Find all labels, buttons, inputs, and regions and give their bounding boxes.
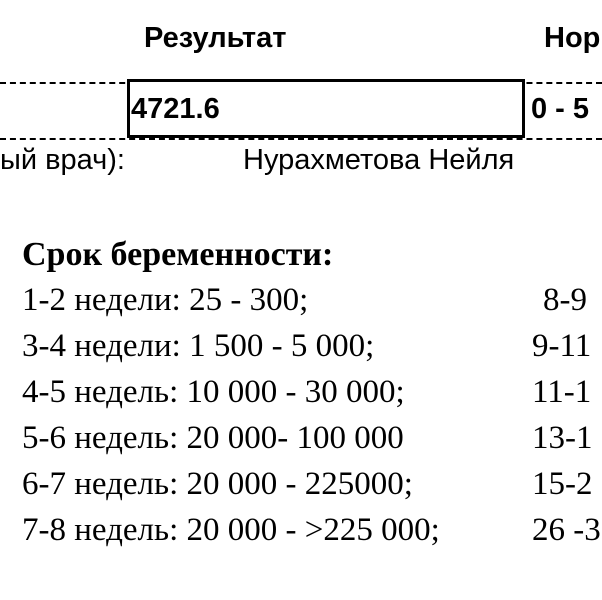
- doctor-label: ый врач):: [0, 144, 125, 176]
- pregnancy-row-1-right: 8-9: [543, 282, 587, 318]
- result-value: 4721.6: [131, 93, 220, 125]
- pregnancy-row-4-left: 5-6 недель: 20 000- 100 000: [22, 420, 404, 456]
- norm-range-value: 0 - 5: [531, 93, 590, 125]
- pregnancy-row-2-left: 3-4 недели: 1 500 - 5 000;: [22, 328, 375, 364]
- dashed-separator-bottom: [0, 138, 602, 140]
- pregnancy-row-1-left: 1-2 недели: 25 - 300;: [22, 282, 309, 318]
- pregnancy-row-5-right: 15-2: [532, 466, 593, 502]
- pregnancy-row-6-left: 7-8 недель: 20 000 - >225 000;: [22, 512, 440, 548]
- norm-column-header: Нор: [544, 22, 601, 54]
- pregnancy-term-title: Срок беременности:: [22, 236, 334, 273]
- pregnancy-row-6-right: 26 -3: [532, 512, 601, 548]
- pregnancy-row-3-left: 4-5 недель: 10 000 - 30 000;: [22, 374, 405, 410]
- doctor-name: Нурахметова Нейля: [243, 144, 515, 176]
- result-column-header: Результат: [144, 22, 287, 54]
- pregnancy-row-5-left: 6-7 недель: 20 000 - 225000;: [22, 466, 413, 502]
- pregnancy-row-2-right: 9-11: [532, 328, 592, 364]
- pregnancy-row-3-right: 11-1: [532, 374, 592, 410]
- pregnancy-row-4-right: 13-1: [532, 420, 593, 456]
